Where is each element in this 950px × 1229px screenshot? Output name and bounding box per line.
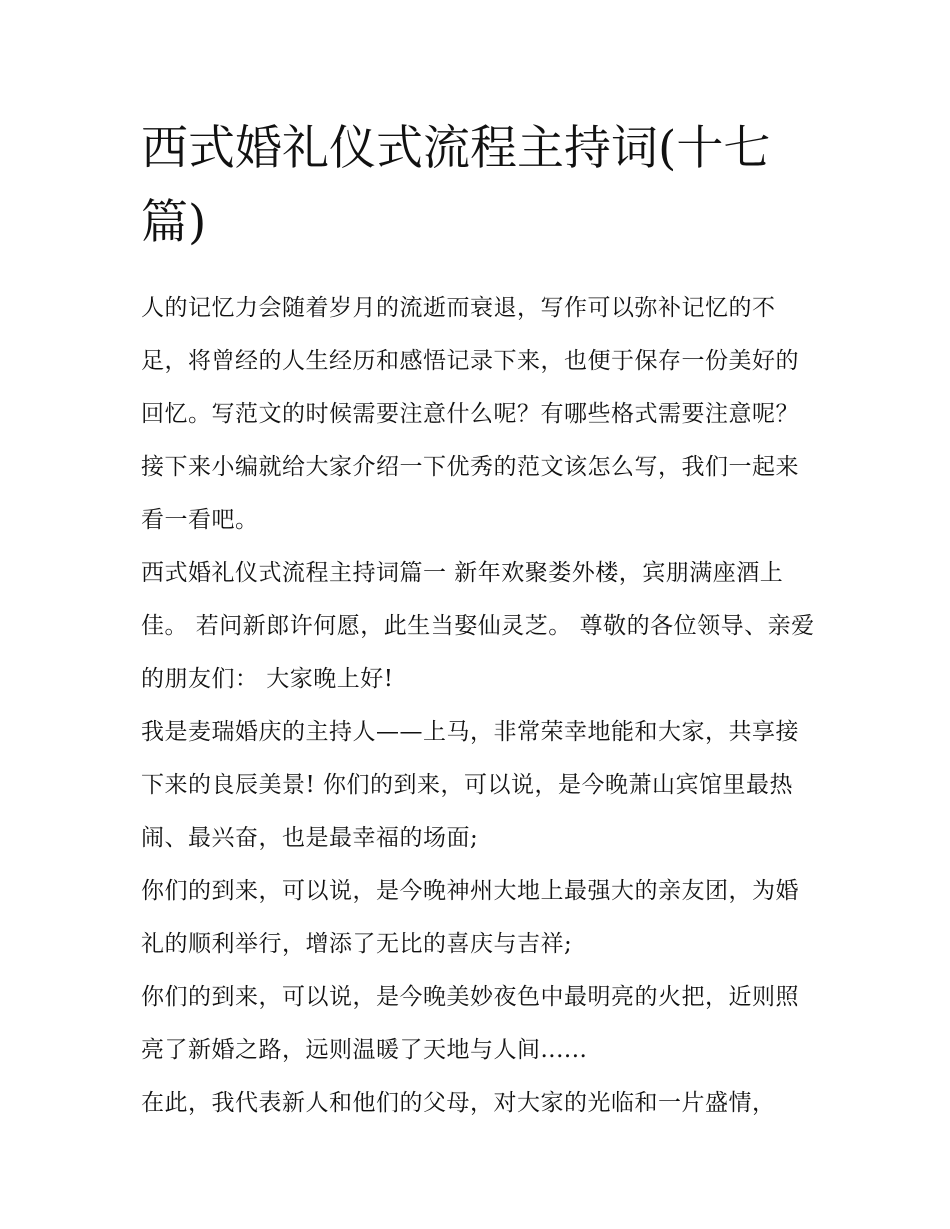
paragraph-opening-poem: 西式婚礼仪式流程主持词篇一 新年欢聚娄外楼，宾朋满座酒上佳。 若问新郎许何愿，此生当娶仙灵芝。 尊敬的各位领导、亲爱的朋友们： 大家晚上好! <box>141 560 815 692</box>
document-title: 西式婚礼仪式流程主持词(十七篇) <box>141 121 771 250</box>
paragraph-guests-torch: 你们的到来，可以说，是今晚美妙夜色中最明亮的火把，近则照亮了新婚之路，远则温暖了天地与人间...... <box>141 984 799 1063</box>
document-body <box>141 112 821 1130</box>
paragraph-guests-family: 你们的到来，可以说，是今晚神州大地上最强大的亲友团，为婚礼的顺利举行，增添了无比的喜庆与吉祥; <box>141 878 799 957</box>
paragraph-thanks: 在此，我代表新人和他们的父母，对大家的光临和一片盛情， <box>141 1090 776 1116</box>
paragraph-host-intro: 我是麦瑞婚庆的主持人——上马，非常荣幸地能和大家，共享接下来的良辰美景! 你们的到来，可以说，是今晚萧山宾馆里最热闹、最兴奋，也是最幸福的场面; <box>141 719 799 851</box>
intro-paragraph: 人的记忆力会随着岁月的流逝而衰退，写作可以弥补记忆的不足，将曾经的人生经历和感悟记录下来，也便于保存一份美好的回忆。写范文的时候需要注意什么呢？有哪些格式需要注意呢？接下来小编就给大家介绍一下优秀的范文该怎么写，我们一起来看一看吧。 <box>141 295 799 533</box>
